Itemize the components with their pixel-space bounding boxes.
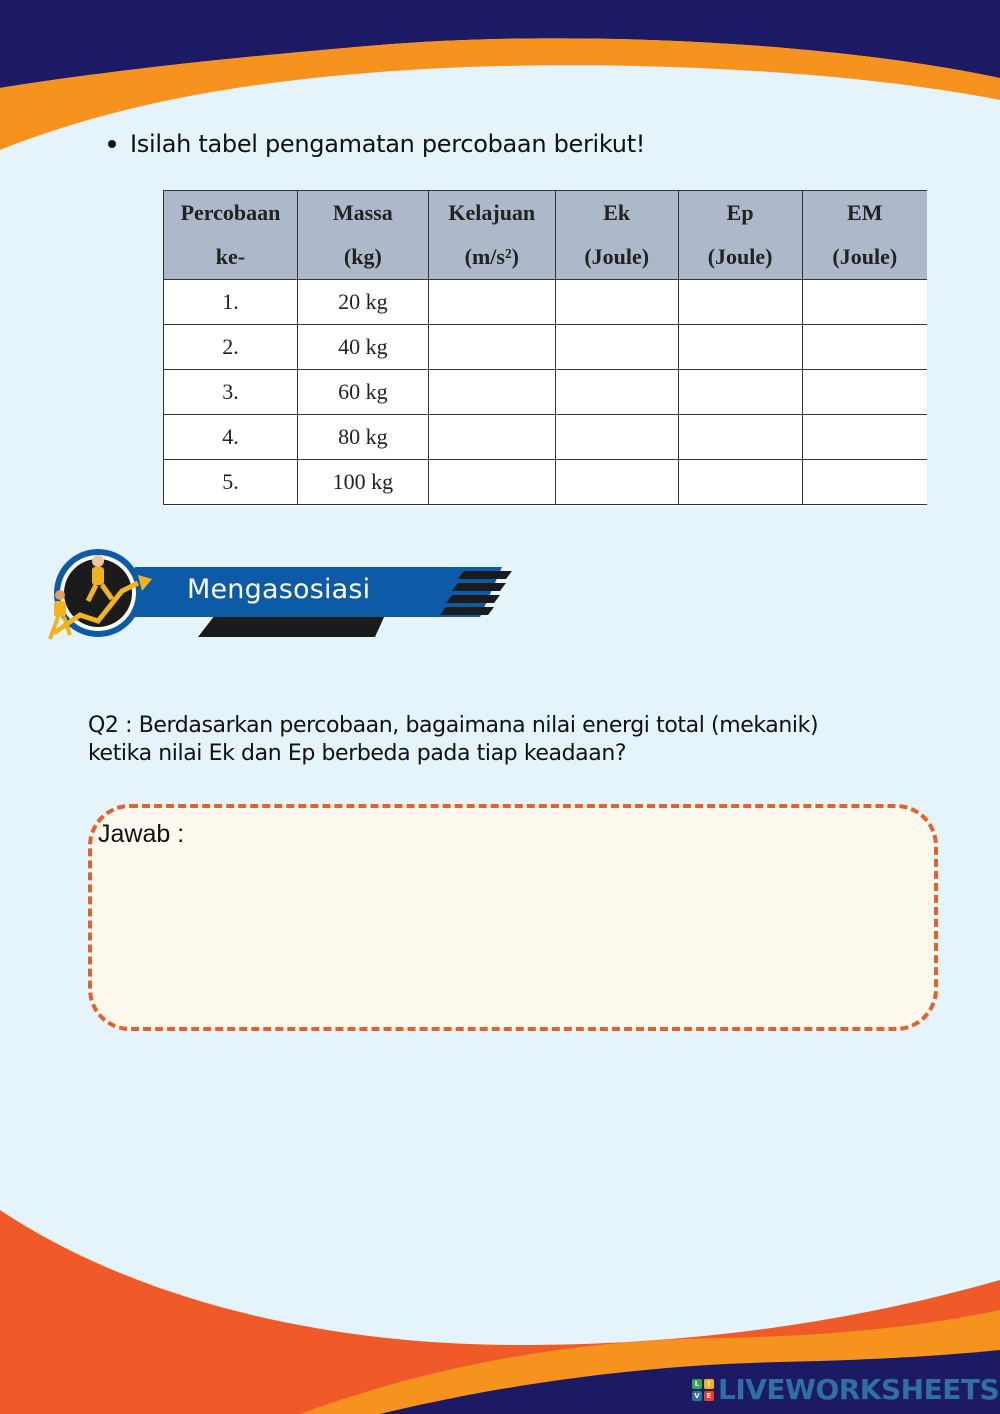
cell-em-input[interactable] (802, 415, 927, 460)
table-row (164, 370, 928, 415)
cell-no: 2. (164, 325, 298, 370)
cell-ep-input[interactable] (678, 280, 802, 325)
question-line-2: ketika nilai Ek dan Ep berbeda pada tiap keadaan? (88, 741, 627, 766)
observation-table-wrapper (163, 190, 927, 507)
table-row (164, 325, 928, 370)
cell-ek-input[interactable] (555, 415, 678, 460)
cell-ep-input[interactable] (678, 325, 802, 370)
cell-speed-input[interactable] (428, 415, 555, 460)
cell-mass: 100 kg (297, 460, 428, 505)
cell-no: 1. (164, 280, 298, 325)
cell-mass: 60 kg (297, 370, 428, 415)
cell-ep-input[interactable] (678, 460, 802, 505)
table-row (164, 460, 928, 505)
observation-table (163, 190, 927, 505)
cell-ep-input[interactable] (678, 370, 802, 415)
cell-ep-input[interactable] (678, 415, 802, 460)
cell-speed-input[interactable] (428, 370, 555, 415)
header-percobaan: Percobaan ke- (164, 191, 298, 280)
table-header-row (164, 191, 928, 280)
instruction (108, 130, 645, 158)
table-row (164, 280, 928, 325)
cell-no: 4. (164, 415, 298, 460)
header-em: EM (Joule) (802, 191, 927, 280)
answer-label: Jawab : (98, 820, 185, 848)
section-title: Mengasosiasi (187, 574, 371, 605)
answer-textbox[interactable] (88, 804, 938, 1031)
cell-ek-input[interactable] (555, 325, 678, 370)
cell-no: 3. (164, 370, 298, 415)
bullet-icon (108, 140, 116, 148)
liveworksheets-logo-icon: L I V E (692, 1379, 714, 1401)
header-massa: Massa (kg) (297, 191, 428, 280)
cell-mass: 20 kg (297, 280, 428, 325)
cell-mass: 40 kg (297, 325, 428, 370)
cell-speed-input[interactable] (428, 460, 555, 505)
cell-speed-input[interactable] (428, 280, 555, 325)
table-row (164, 415, 928, 460)
header-ek: Ek (Joule) (555, 191, 678, 280)
cell-em-input[interactable] (802, 370, 927, 415)
climbing-person-icon (50, 549, 152, 639)
liveworksheets-brand[interactable] (692, 1373, 999, 1406)
cell-speed-input[interactable] (428, 325, 555, 370)
header-kelajuan: Kelajuan (m/s²) (428, 191, 555, 280)
cell-em-input[interactable] (802, 325, 927, 370)
cell-mass: 80 kg (297, 415, 428, 460)
cell-em-input[interactable] (802, 280, 927, 325)
cell-em-input[interactable] (802, 460, 927, 505)
header-ep: Ep (Joule) (678, 191, 802, 280)
cell-ek-input[interactable] (555, 280, 678, 325)
instruction-text: Isilah tabel pengamatan percobaan berikut! (130, 130, 646, 158)
cell-ek-input[interactable] (555, 460, 678, 505)
brand-text: LIVEWORKSHEETS (718, 1373, 1000, 1406)
cell-ek-input[interactable] (555, 370, 678, 415)
question (88, 712, 928, 768)
question-line-1: Q2 : Berdasarkan percobaan, bagaimana nilai energi total (mekanik) (88, 713, 819, 738)
cell-no: 5. (164, 460, 298, 505)
